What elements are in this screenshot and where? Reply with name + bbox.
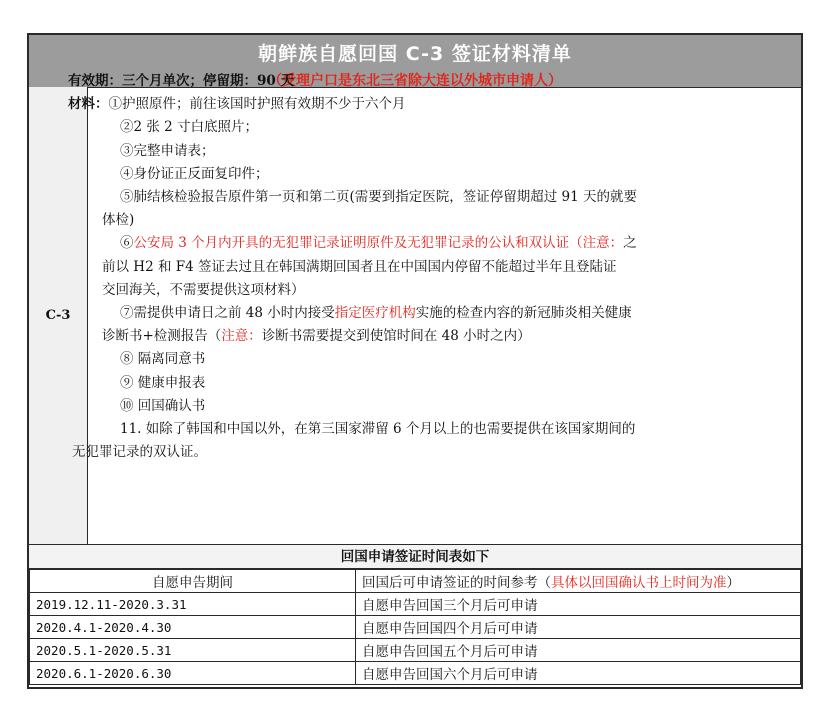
table-row: [30, 593, 801, 616]
materials-label: 材料：: [68, 96, 109, 113]
material-item-5: ⑤肺结核检验报告原件第一页和第二页(需要到指定医院，签证停留期超过 91 天的就要: [120, 189, 638, 206]
materials-content: [68, 70, 768, 464]
material-item-2: ②2 张 2 寸白底照片；: [120, 119, 259, 136]
item7-note-label: 注意：: [221, 328, 262, 345]
period-cell: 2019.12.11-2020.3.31: [30, 593, 356, 616]
table-row: [30, 616, 801, 639]
item7-designated-institution: 指定医疗机构: [334, 305, 416, 322]
material-item-6-cont1: 前以 H2 和 F4 签证去过且在韩国满期回国者且在中国国内停留不能超过半年且登陆证: [102, 258, 617, 275]
visa-type-text: C-3: [45, 308, 71, 323]
time-cell: 自愿申告回国五个月后可申请: [356, 639, 801, 662]
material-item-5-cont: 体检): [102, 212, 135, 229]
material-item-4: ④身份证正反面复印件；: [120, 165, 269, 182]
material-item-1: [68, 93, 768, 116]
schedule-title: 回国申请签证时间表如下: [29, 544, 801, 569]
material-item-1-text: ①护照原件；前往该国时护照有效期不少于六个月: [108, 96, 406, 113]
item7-line2-pre: 诊断书+检测报告（: [102, 328, 222, 345]
period-cell: 2020.4.1-2020.4.30: [30, 616, 356, 639]
item7-text-post: 实施的检查内容的新冠肺炎相关健康: [415, 305, 632, 322]
material-item-10: ⑩ 回国确认书: [120, 397, 206, 414]
material-item-3: ③完整申请表；: [120, 142, 215, 159]
validity-line: 有效期：三个月单次；停留期：90 天: [68, 73, 294, 89]
material-item-7-cont: [68, 325, 768, 348]
time-cell: 自愿申告回国四个月后可申请: [356, 616, 801, 639]
time-cell: 自愿申告回国六个月后可申请: [356, 662, 801, 685]
material-item-11: 11. 如除了韩国和中国以外，在第三国家滞留 6 个月以上的也需要提供在该国家期间的: [120, 421, 636, 438]
table-row: [30, 662, 801, 685]
table-row: [30, 639, 801, 662]
page-subtitle: （受理户口是东北三省除大连以外城市申请人）: [268, 73, 562, 89]
page-title: 朝鲜族自愿回国 C-3 签证材料清单: [258, 43, 572, 65]
material-item-11-cont: 无犯罪记录的双认证。: [72, 444, 207, 461]
col-time-header-text: 回国后可申请签证的时间参考（: [362, 575, 551, 591]
material-item-9: ⑨ 健康申报表: [120, 374, 206, 391]
col-time-header-close: ）: [726, 575, 740, 591]
time-cell: 自愿申告回国三个月后可申请: [356, 593, 801, 616]
item6-requirement: 公安局 3 个月内开具的无犯罪记录证明原件及无犯罪记录的公认和双认证: [133, 235, 570, 252]
item6-number: ⑥: [120, 235, 134, 252]
material-item-8: ⑧ 隔离同意书: [120, 351, 206, 368]
material-item-7: [68, 302, 768, 325]
col-period-header: 自愿申告期间: [30, 570, 356, 593]
period-cell: 2020.5.1-2020.5.31: [30, 639, 356, 662]
material-item-6: [68, 232, 768, 255]
item6-note-text: 之: [623, 235, 637, 252]
col-time-header-note: 具体以回国确认书上时间为准: [551, 575, 727, 591]
item7-text-pre: ⑦需提供申请日之前 48 小时内接受: [120, 305, 335, 322]
schedule-header-row: [30, 570, 801, 593]
period-cell: 2020.6.1-2020.6.30: [30, 662, 356, 685]
col-time-header: [356, 570, 801, 593]
item7-line2-post: 诊断书需要提交到使馆时间在 48 小时之内）: [261, 328, 531, 345]
item6-note-label: （注意：: [569, 235, 624, 252]
material-item-6-cont2: 交回海关，不需要提供这项材料）: [102, 281, 305, 298]
schedule-table: [29, 569, 801, 685]
